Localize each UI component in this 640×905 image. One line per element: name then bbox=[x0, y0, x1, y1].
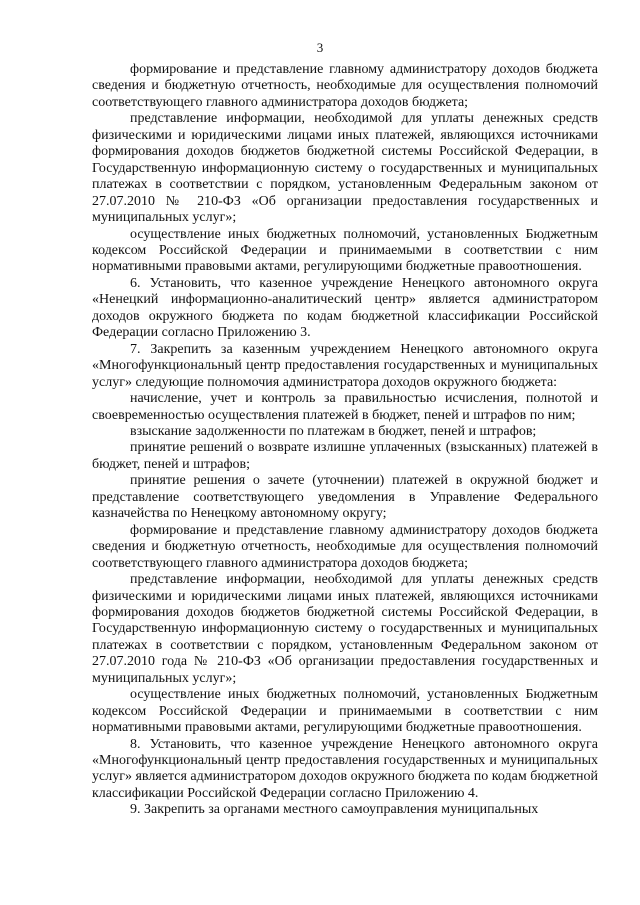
paragraph: 6. Установить, что казенное учреждение Ненецкого автономного округа «Ненецкий информационно-аналитический центр» является администратором доходов окружного бюджета по кодам бюджетной классификации Российской Федерации согласно Приложению 3. bbox=[92, 275, 598, 341]
paragraph: осуществление иных бюджетных полномочий, установленных Бюджетным кодексом Российской Федерации и принимаемыми в соответствии с ним нормативными правовыми актами, регулирующими бюджетные правоотношения. bbox=[92, 226, 598, 275]
paragraph: формирование и представление главному администратору доходов бюджета сведения и бюджетную отчетность, необходимые для осуществления полномочий соответствующего главного администратора доходов бюджета; bbox=[92, 522, 598, 571]
paragraph: начисление, учет и контроль за правильностью исчисления, полнотой и своевременностью осуществления платежей в бюджет, пеней и штрафов по ним; bbox=[92, 391, 598, 423]
paragraph: осуществление иных бюджетных полномочий, установленных Бюджетным кодексом Российской Федерации и принимаемыми в соответствии с ним нормативными правовыми актами, регулирующими бюджетные правоотношения. bbox=[92, 687, 598, 736]
paragraph: взыскание задолженности по платежам в бюджет, пеней и штрафов; bbox=[130, 423, 537, 439]
page-number: 3 bbox=[316, 40, 324, 55]
paragraph: 8. Установить, что казенное учреждение Ненецкого автономного округа «Многофункциональный центр предоставления государственных и муниципальных услуг» является администратором доходов окружного бюджета по кодам бюджетной классификации Российской Федерации согласно Приложению 4. bbox=[92, 736, 598, 801]
paragraph: принятие решения о зачете (уточнении) платежей в окружной бюджет и представление соответствующего уведомления в Управление Федерального казначейства по Ненецкому автономному округу; bbox=[92, 473, 598, 522]
document-body bbox=[92, 62, 598, 819]
paragraph: представление информации, необходимой для уплаты денежных средств физическими и юридическими лицами иных платежей, являющихся источниками формирования доходов бюджетов бюджетной системы Российской Федерации, в Государственную информационную систему о государственных и муниципальных платежах в соответствии с порядком, установленным Федеральном законом от 27.07.2010 года № 210-ФЗ «Об организации предоставления государственных и муниципальных услуг»; bbox=[92, 572, 598, 686]
paragraph: 9. Закрепить за органами местного самоуправления муниципальных bbox=[130, 802, 539, 818]
paragraph: формирование и представление главному администратору доходов бюджета сведения и бюджетную отчетность, необходимые для осуществления полномочий соответствующего главного администратора доходов бюджета; bbox=[92, 62, 598, 110]
paragraph: принятие решений о возврате излишне уплаченных (взысканных) платежей в бюджет, пеней и штрафов; bbox=[92, 440, 598, 472]
paragraph: 7. Закрепить за казенным учреждением Ненецкого автономного округа «Многофункциональный центр предоставления государственных и муниципальных услуг» следующие полномочия администратора доходов окружного бюджета: bbox=[92, 341, 598, 390]
paragraph: представление информации, необходимой для уплаты денежных средств физическими и юридическими лицами иных платежей, являющихся источниками формирования доходов бюджетов бюджетной системы Российской Федерации, в Государственную информационную систему о государственных и муниципальных платежах в соответствии с порядком, установленным Федеральным законом от 27.07.2010 № 210-ФЗ «Об организации предоставления государственных и муниципальных услуг»; bbox=[92, 111, 598, 226]
